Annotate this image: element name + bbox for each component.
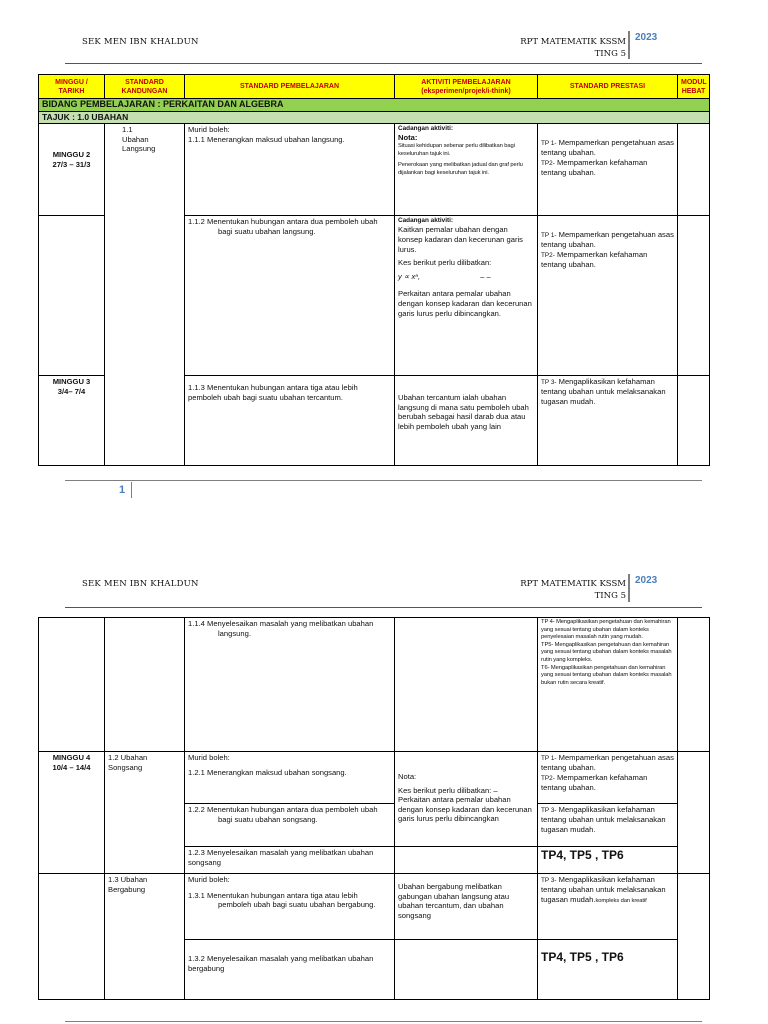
week-label: MINGGU 2 xyxy=(52,150,91,160)
activity-text: Kes berikut perlu dilibatkan: – xyxy=(398,785,498,795)
sp-cell xyxy=(185,216,395,376)
prestasi-text: TP 4- Mengaplikasikan pengetahuan dan kemahiran yang sesuai tentang ubahan dalam konteks penyelesaian masalah rutin yang mudah. xyxy=(541,619,671,641)
prestasi-cell xyxy=(538,804,678,847)
sk-cell xyxy=(105,752,185,874)
week-cell xyxy=(39,124,105,216)
formula: y ∝ xⁿ, xyxy=(398,271,421,281)
col-aktiviti-title: AKTIVITI PEMBELAJARAN xyxy=(421,78,511,86)
formula-dashes: – – xyxy=(480,271,491,281)
prestasi-text: Mempamerkan pengetahuan asas tentang ubahan. xyxy=(541,753,674,773)
table-row xyxy=(39,874,710,940)
prestasi-text: Mempamerkan pengetahuan asas tentang ubahan. xyxy=(541,230,674,250)
activity-text: Ubahan bergabung melibatkan gabungan ubahan langsung atau ubahan tercantum, dan ubahan songsang xyxy=(398,882,510,920)
table-row xyxy=(39,618,710,752)
week-cell xyxy=(39,216,105,376)
bidang-title: BIDANG PEMBELAJARAN : PERKAITAN DAN ALGEBRA xyxy=(39,99,710,112)
header-subject xyxy=(520,36,626,60)
activity-heading: Cadangan aktiviti: xyxy=(398,217,454,225)
tp-badge: TP 3- xyxy=(541,877,557,884)
prestasi-cell xyxy=(538,376,678,466)
prestasi-text: Mempamerkan kefahaman tentang ubahan. xyxy=(541,249,648,270)
prestasi-note: kompleks dan kreatif xyxy=(595,897,647,904)
prestasi-cell xyxy=(538,752,678,804)
school-name: SEK MEN IBN KHALDUN xyxy=(82,579,199,589)
week-label: MINGGU 3 xyxy=(52,377,91,387)
prestasi-text: T6- Mengaplikasikan pengetahuan dan kemahiran yang sesuai tentang ubahan dalam konteks masalah bukan rutin secara kreatif. xyxy=(541,664,672,686)
col-minggu: MINGGU / TARIKH xyxy=(39,75,105,99)
prestasi-text: Mempamerkan kefahaman tentang ubahan. xyxy=(541,157,648,178)
prestasi-text: Mengaplikasikan kefahaman tentang ubahan untuk melaksanakan tugasan mudah. xyxy=(541,377,666,406)
modul-cell xyxy=(678,216,710,376)
activity-text: Perkaitan antara pemalar ubahan dengan konsep kadaran dan kecerunan garis lurus perlu dibincangkan xyxy=(398,795,532,824)
activity-cell xyxy=(395,376,538,466)
tp-badge: TP2- xyxy=(541,774,555,782)
tp-badge: TP 3- xyxy=(541,807,557,814)
form-label: TING 5 xyxy=(594,49,626,59)
prestasi-cell xyxy=(538,874,678,940)
tp-badge: TP 3- xyxy=(541,379,557,387)
activity-text: Penerokaan yang melibatkan jadual dan graf perlu dijalankan bagi keseluruhan tajuk ini. xyxy=(398,162,523,176)
prestasi-cell: TP4, TP5 , TP6 xyxy=(538,847,678,874)
tajuk-row xyxy=(39,111,710,124)
sp-text: 1.1.4 Menyelesaikan masalah yang melibatkan ubahan langsung. xyxy=(188,619,374,638)
tajuk-title: TAJUK : 1.0 UBAHAN xyxy=(39,111,710,124)
prestasi-cell: TP4, TP5 , TP6 xyxy=(538,940,678,1000)
modul-cell xyxy=(678,376,710,466)
sp-cell xyxy=(185,618,395,752)
sk-cell xyxy=(105,874,185,1000)
activity-cell xyxy=(395,847,538,874)
activity-cell xyxy=(395,940,538,1000)
activity-text: Situasi kehidupan sebenar perlu dilibatkan bagi keseluruhan tajuk ini. xyxy=(398,142,515,157)
sp-cell xyxy=(185,376,395,466)
week-date: 3/4– 7/4 xyxy=(57,386,86,396)
prestasi-text: Mempamerkan pengetahuan asas tentang ubahan. xyxy=(541,138,674,158)
rpt-table-page-2 xyxy=(38,617,710,1000)
prestasi-text: TP5- Mengaplikasikan pengetahuan dan kemahiran yang sesuai tentang ubahan dalam konteks masalah rutin yang kompleks. xyxy=(541,641,672,663)
sp-text: 1.2.2 Menentukan hubungan antara dua pemboleh ubah bagi suatu ubahan songsang. xyxy=(188,805,378,824)
header-rule xyxy=(65,607,702,608)
header-subject xyxy=(520,578,626,602)
bidang-row xyxy=(39,99,710,112)
col-standard-kandungan: STANDARD KANDUNGAN xyxy=(105,75,185,99)
subject-title: RPT MATEMATIK KSSM xyxy=(520,37,626,47)
modul-cell xyxy=(678,874,710,1000)
sp-text: 1.2.1 Menerangkan maksud ubahan songsang. xyxy=(188,767,347,777)
year-label: 2023 xyxy=(628,31,657,59)
sp-intro: Murid boleh: xyxy=(188,875,230,884)
activity-text: Kes berikut perlu dilibatkan: xyxy=(398,258,492,268)
prestasi-cell xyxy=(538,216,678,376)
sp-text: 1.2.3 Menyelesaikan masalah yang melibatkan ubahan songsang xyxy=(188,848,374,867)
col-standard-pembelajaran: STANDARD PEMBELAJARAN xyxy=(185,75,395,99)
sp-cell xyxy=(185,847,395,874)
footer-rule xyxy=(65,480,702,481)
activity-text: Perkaitan antara pemalar ubahan dengan konsep kadaran dan kecerunan garis lurus perlu dibincangkan. xyxy=(398,289,532,318)
prestasi-text: Mengaplikasikan kefahaman tentang ubahan untuk melaksanakan tugasan mudah. xyxy=(541,805,666,834)
table-header-row xyxy=(39,75,710,99)
week-date: 27/3 – 31/3 xyxy=(52,159,91,169)
modul-cell xyxy=(678,752,710,874)
form-label: TING 5 xyxy=(594,591,626,601)
week-cell xyxy=(39,376,105,466)
col-aktiviti xyxy=(395,75,538,99)
week-cell xyxy=(39,874,105,1000)
table-row xyxy=(39,124,710,216)
sk-cell xyxy=(105,124,185,466)
prestasi-text: Mengaplikasikan kefahaman tentang ubahan untuk melaksanakan tugasan mudah. xyxy=(541,875,666,904)
activity-text: Kaitkan pemalar ubahan dengan konsep kadaran dan kecerunan garis lurus. xyxy=(398,225,523,254)
activity-cell xyxy=(395,124,538,216)
week-date: 10/4 – 14/4 xyxy=(52,762,91,772)
sk-title: 1.2 Ubahan Songsang xyxy=(108,753,148,772)
prestasi-cell xyxy=(538,618,678,752)
week-label: MINGGU 4 xyxy=(52,753,91,762)
tp-badge: TP 1- xyxy=(541,232,557,240)
sp-cell xyxy=(185,804,395,847)
sp-cell xyxy=(185,940,395,1000)
activity-cell xyxy=(395,618,538,752)
col-standard-prestasi: STANDARD PRESTASI xyxy=(538,75,678,99)
tp-badge: TP2- xyxy=(541,251,555,259)
sp-cell xyxy=(185,124,395,216)
subject-title: RPT MATEMATIK KSSM xyxy=(520,579,626,589)
sk-title: Ubahan Langsung xyxy=(122,134,156,154)
sp-text: 1.1.3 Menentukan hubungan antara tiga atau lebih pemboleh ubah bagi suatu ubahan tercantum. xyxy=(188,383,358,402)
col-aktiviti-sub: (eksperimen/projek/i-think) xyxy=(421,87,511,95)
sp-cell xyxy=(185,752,395,804)
prestasi-cell xyxy=(538,124,678,216)
sp-text: 1.1.2 Menentukan hubungan antara dua pemboleh ubah bagi suatu ubahan langsung. xyxy=(188,217,378,236)
week-cell xyxy=(39,618,105,752)
activity-nota: Nota: xyxy=(398,133,418,143)
activity-heading: Cadangan aktiviti: xyxy=(398,125,454,133)
sp-text: 1.3.1 Menentukan hubungan antara tiga atau lebih pemboleh ubah bagi suatu ubahan bergabung. xyxy=(188,890,376,910)
sp-text: 1.1.1 Menerangkan maksud ubahan langsung. xyxy=(188,134,345,144)
sk-cell xyxy=(105,618,185,752)
activity-cell xyxy=(395,752,538,847)
tp-badge: TP 1- xyxy=(541,140,557,148)
modul-cell xyxy=(678,618,710,752)
school-name: SEK MEN IBN KHALDUN xyxy=(82,37,199,47)
activity-nota: Nota: xyxy=(398,772,417,781)
activity-cell xyxy=(395,874,538,940)
tp-badge: TP 1- xyxy=(541,755,557,762)
activity-cell xyxy=(395,216,538,376)
prestasi-text: Mempamerkan kefahaman tentang ubahan. xyxy=(541,772,648,792)
header-rule xyxy=(65,63,702,64)
week-cell xyxy=(39,752,105,874)
sp-cell xyxy=(185,874,395,940)
tp-badge: TP2- xyxy=(541,159,555,167)
page-number: 1 xyxy=(119,482,132,498)
modul-cell xyxy=(678,124,710,216)
sp-text: 1.3.2 Menyelesaikan masalah yang melibatkan ubahan bergabung xyxy=(188,954,374,973)
sk-title: 1.3 Ubahan Bergabung xyxy=(108,875,148,894)
sk-number: 1.1 xyxy=(122,125,133,135)
sp-intro: Murid boleh: xyxy=(188,753,230,762)
rpt-table-page-1 xyxy=(38,74,710,466)
footer-rule xyxy=(65,1021,702,1022)
sp-intro: Murid boleh: xyxy=(188,125,230,135)
table-row xyxy=(39,752,710,804)
activity-text: Ubahan tercantum ialah ubahan langsung di mana satu pemboleh ubah berubah sebagai hasil darab dua atau lebih pemboleh ubah yang lain xyxy=(398,393,529,431)
year-label: 2023 xyxy=(628,574,657,602)
col-modul-hebat: MODUL HEBAT xyxy=(678,75,710,99)
